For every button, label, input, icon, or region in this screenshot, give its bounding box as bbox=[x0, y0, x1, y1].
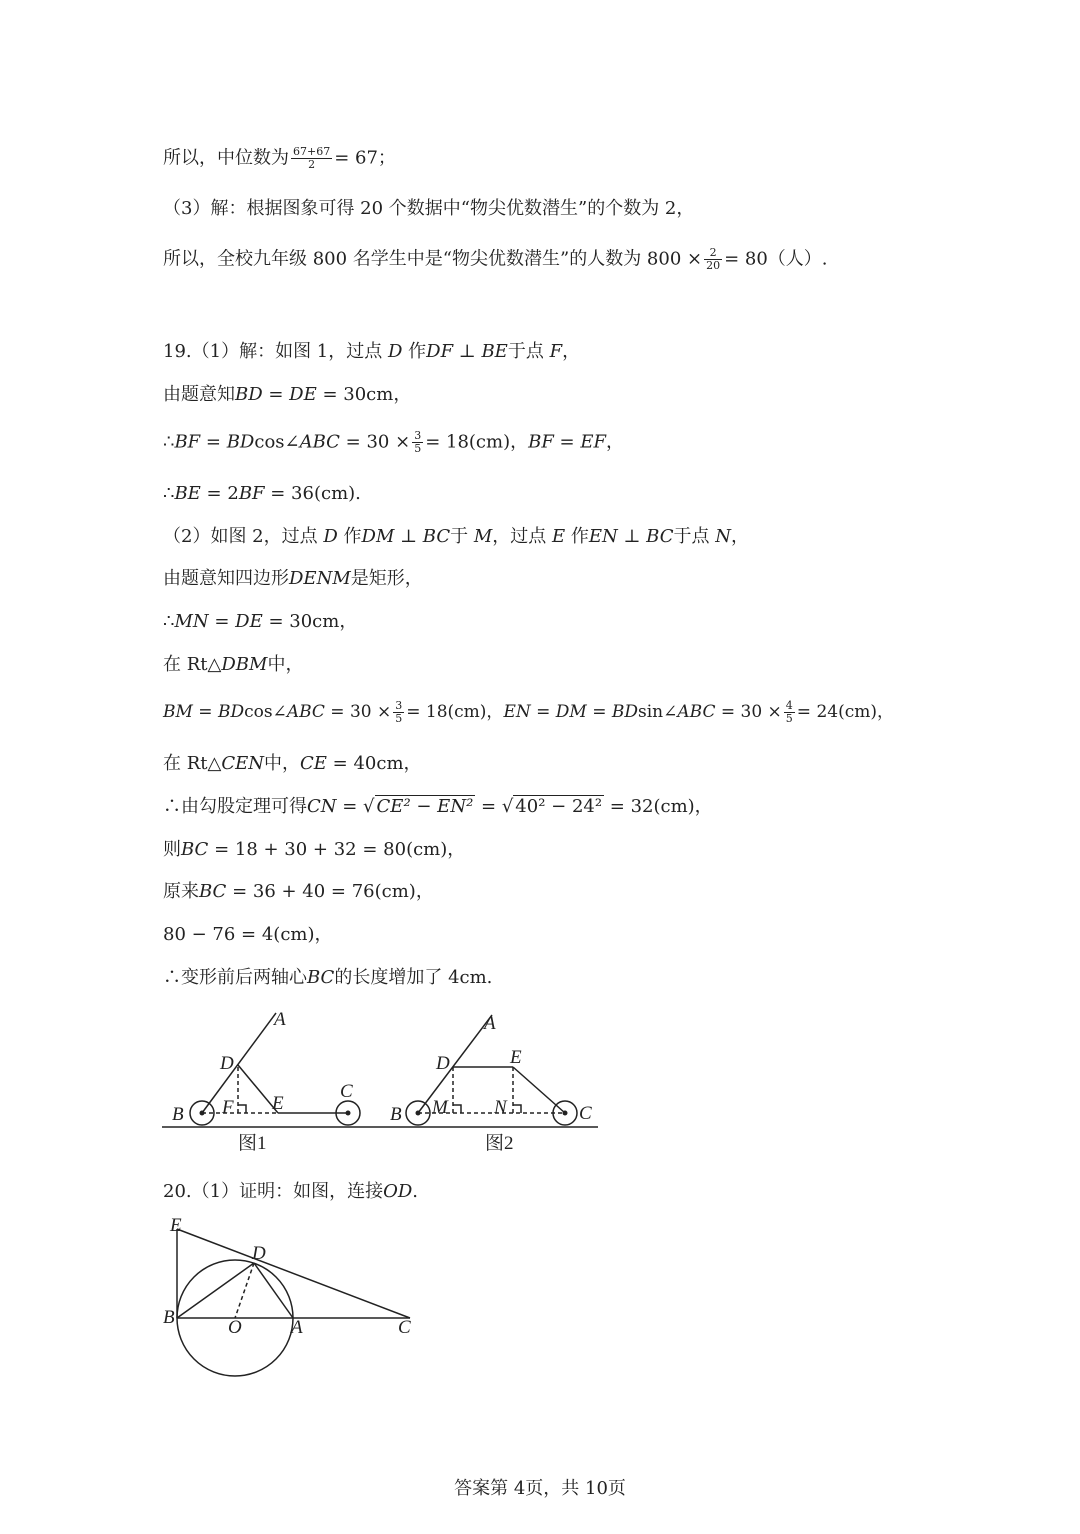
label-f: F bbox=[222, 1097, 234, 1118]
label-d: D bbox=[220, 1053, 234, 1074]
text: = 30 × bbox=[715, 702, 782, 722]
math: ABC bbox=[677, 702, 716, 722]
text: sin∠ bbox=[638, 702, 678, 722]
figure-3 bbox=[160, 1215, 420, 1395]
math: EN ⊥ BC bbox=[588, 526, 674, 547]
q19-line-10 bbox=[163, 752, 422, 776]
text: cos∠ bbox=[244, 702, 287, 722]
q18-line-3: （3）解：根据图象可得 20 个数据中“物尖优数潜生”的个数为 2， bbox=[163, 198, 695, 219]
numerator: 67+67 bbox=[293, 145, 331, 158]
math: BM = BD bbox=[163, 702, 245, 722]
math: M bbox=[473, 526, 493, 547]
math: 40² − 24² bbox=[515, 796, 603, 817]
math: DM ⊥ BC bbox=[361, 526, 451, 547]
math: OD bbox=[383, 1181, 413, 1202]
text: ， bbox=[730, 526, 749, 547]
text: ∴ bbox=[163, 483, 175, 504]
math: BF bbox=[238, 483, 265, 504]
text: = 32(cm)， bbox=[604, 796, 713, 817]
text: ∴变形前后两轴心 bbox=[163, 967, 307, 988]
label-a: A bbox=[274, 1009, 286, 1030]
text: 由题意知四边形 bbox=[163, 568, 289, 589]
math: CEN bbox=[221, 753, 265, 774]
text: = 67； bbox=[334, 147, 396, 169]
text: 于点 bbox=[507, 341, 550, 362]
right-angle-m bbox=[453, 1105, 461, 1113]
text: = 18(cm)， bbox=[425, 431, 529, 453]
numerator: 3 bbox=[414, 429, 422, 442]
q19-line-11 bbox=[163, 795, 713, 819]
text: 于点 bbox=[673, 526, 716, 547]
q19-line-9 bbox=[163, 700, 894, 725]
math: EN = DM = BD bbox=[503, 702, 638, 722]
math: N bbox=[715, 526, 731, 547]
numerator: 4 bbox=[785, 699, 793, 712]
text: 于 bbox=[450, 526, 474, 547]
label-a3: A bbox=[291, 1317, 303, 1338]
label-e3: E bbox=[170, 1215, 182, 1236]
math: CE bbox=[300, 753, 327, 774]
math: BC bbox=[307, 967, 335, 988]
math: DENM bbox=[289, 568, 351, 589]
numerator: 2 bbox=[704, 247, 722, 260]
text: . bbox=[412, 1181, 419, 1202]
text: 由题意知 bbox=[163, 384, 235, 405]
text: = √ bbox=[475, 796, 514, 817]
q19-line-8 bbox=[163, 653, 303, 677]
text: 原来 bbox=[163, 881, 199, 902]
math: D bbox=[323, 526, 338, 547]
denominator: 5 bbox=[395, 712, 403, 725]
label-b: B bbox=[172, 1104, 184, 1125]
math: DBM bbox=[221, 654, 268, 675]
segment-od bbox=[235, 1263, 254, 1318]
caption-fig2: 图2 bbox=[485, 1133, 514, 1154]
q19-line-5 bbox=[163, 525, 749, 549]
text: 则 bbox=[163, 839, 181, 860]
math: BC bbox=[181, 839, 209, 860]
label-b3: B bbox=[163, 1307, 175, 1328]
label-c: C bbox=[340, 1081, 353, 1102]
text: 中， bbox=[264, 753, 301, 774]
q18-line-median bbox=[163, 146, 396, 171]
text: 作 bbox=[565, 526, 589, 547]
fraction bbox=[393, 700, 404, 725]
label-c2: C bbox=[579, 1103, 592, 1124]
math: BF = EF bbox=[528, 431, 606, 453]
text: 19.（1）解：如图 1，过点 bbox=[163, 341, 388, 362]
math: E bbox=[552, 526, 566, 547]
right-angle-n bbox=[513, 1105, 521, 1113]
denominator: 5 bbox=[785, 712, 793, 725]
caption-fig1: 图1 bbox=[238, 1133, 267, 1154]
denominator: 5 bbox=[414, 442, 422, 455]
q19-line-12 bbox=[163, 838, 465, 862]
tangent-ec bbox=[177, 1229, 410, 1318]
text: = 18 + 30 + 32 = 80(cm)， bbox=[208, 839, 466, 860]
text: = 40cm， bbox=[326, 753, 422, 774]
denominator: 20 bbox=[706, 259, 721, 272]
text: ∴ bbox=[163, 611, 175, 632]
fraction bbox=[291, 146, 332, 171]
figure-1-2 bbox=[160, 1005, 610, 1165]
text: cos∠ bbox=[254, 431, 300, 453]
text: 20.（1）证明：如图，连接 bbox=[163, 1181, 384, 1202]
text: = 36 + 40 = 76(cm)， bbox=[226, 881, 434, 902]
q19-line-2 bbox=[163, 383, 411, 407]
text: 所以，全校九年级 800 名学生中是“物尖优数潜生”的人数为 800 × bbox=[163, 248, 703, 270]
label-d2: D bbox=[436, 1053, 450, 1074]
q19-line-7 bbox=[163, 610, 357, 634]
label-b2: B bbox=[390, 1104, 402, 1125]
text: 作 bbox=[337, 526, 362, 547]
text: ∴由勾股定理可得 bbox=[163, 796, 307, 817]
text: 的长度增加了 4cm. bbox=[334, 967, 493, 988]
q20-line-1 bbox=[163, 1180, 418, 1204]
text: = 18(cm)， bbox=[406, 702, 504, 722]
math: CN bbox=[307, 796, 337, 817]
fraction bbox=[784, 700, 795, 725]
text: ， bbox=[562, 341, 581, 362]
math: F bbox=[549, 341, 563, 362]
math: ABC bbox=[299, 431, 340, 453]
numerator: 3 bbox=[395, 699, 403, 712]
text: = 80（人）. bbox=[724, 248, 828, 270]
rod-ba-2 bbox=[418, 1015, 492, 1113]
text: （2）如图 2，过点 bbox=[163, 526, 324, 547]
segment-bd bbox=[177, 1263, 254, 1318]
math: ABC bbox=[286, 702, 325, 722]
q19-line-6 bbox=[163, 567, 423, 591]
math: DF ⊥ BE bbox=[426, 341, 508, 362]
text: = 36(cm). bbox=[264, 483, 361, 504]
q19-line-15 bbox=[163, 966, 492, 990]
text: = 24(cm)， bbox=[796, 702, 894, 722]
text: 所以，中位数为 bbox=[163, 147, 289, 169]
q18-line-count bbox=[163, 247, 828, 272]
label-d3: D bbox=[252, 1243, 266, 1264]
text: 30cm， bbox=[289, 611, 358, 632]
page-footer: 答案第 4页，共 10页 bbox=[454, 1478, 626, 1499]
text: 是矩形， bbox=[350, 568, 423, 589]
math: BD = DE = bbox=[235, 384, 344, 405]
text: = 30 × bbox=[339, 431, 411, 453]
q19-line-3 bbox=[163, 430, 624, 455]
q19-line-1 bbox=[163, 340, 580, 364]
text: ，过点 bbox=[492, 526, 553, 547]
q19-line-13 bbox=[163, 880, 434, 904]
math: BC bbox=[199, 881, 227, 902]
right-angle-f bbox=[238, 1105, 246, 1113]
text: 作 bbox=[402, 341, 427, 362]
math: CE² − EN² bbox=[376, 796, 474, 817]
text: 在 Rt△ bbox=[163, 654, 222, 675]
label-e2: E bbox=[510, 1047, 522, 1068]
text: = 30 × bbox=[324, 702, 392, 722]
label-o3: O bbox=[228, 1317, 242, 1338]
fraction bbox=[412, 430, 423, 455]
text: 2 bbox=[227, 483, 239, 504]
text: 30cm， bbox=[343, 384, 412, 405]
fraction bbox=[704, 247, 722, 272]
math: BF = BD bbox=[174, 431, 255, 453]
q19-line-4 bbox=[163, 482, 361, 506]
math: BE = bbox=[174, 483, 228, 504]
q19-line-14: 80 − 76 = 4(cm)， bbox=[163, 924, 333, 945]
label-n2: N bbox=[494, 1097, 507, 1118]
label-e: E bbox=[272, 1093, 284, 1114]
math: MN = DE = bbox=[174, 611, 290, 632]
label-a2: A bbox=[484, 1013, 496, 1034]
denominator: 2 bbox=[308, 158, 316, 171]
math: D bbox=[387, 341, 403, 362]
text: ， bbox=[605, 431, 624, 453]
text: = √ bbox=[336, 796, 375, 817]
text: ∴ bbox=[163, 431, 175, 453]
text: 中， bbox=[267, 654, 304, 675]
text: 在 Rt△ bbox=[163, 753, 222, 774]
label-c3: C bbox=[398, 1317, 411, 1338]
label-m2: M bbox=[432, 1097, 448, 1118]
